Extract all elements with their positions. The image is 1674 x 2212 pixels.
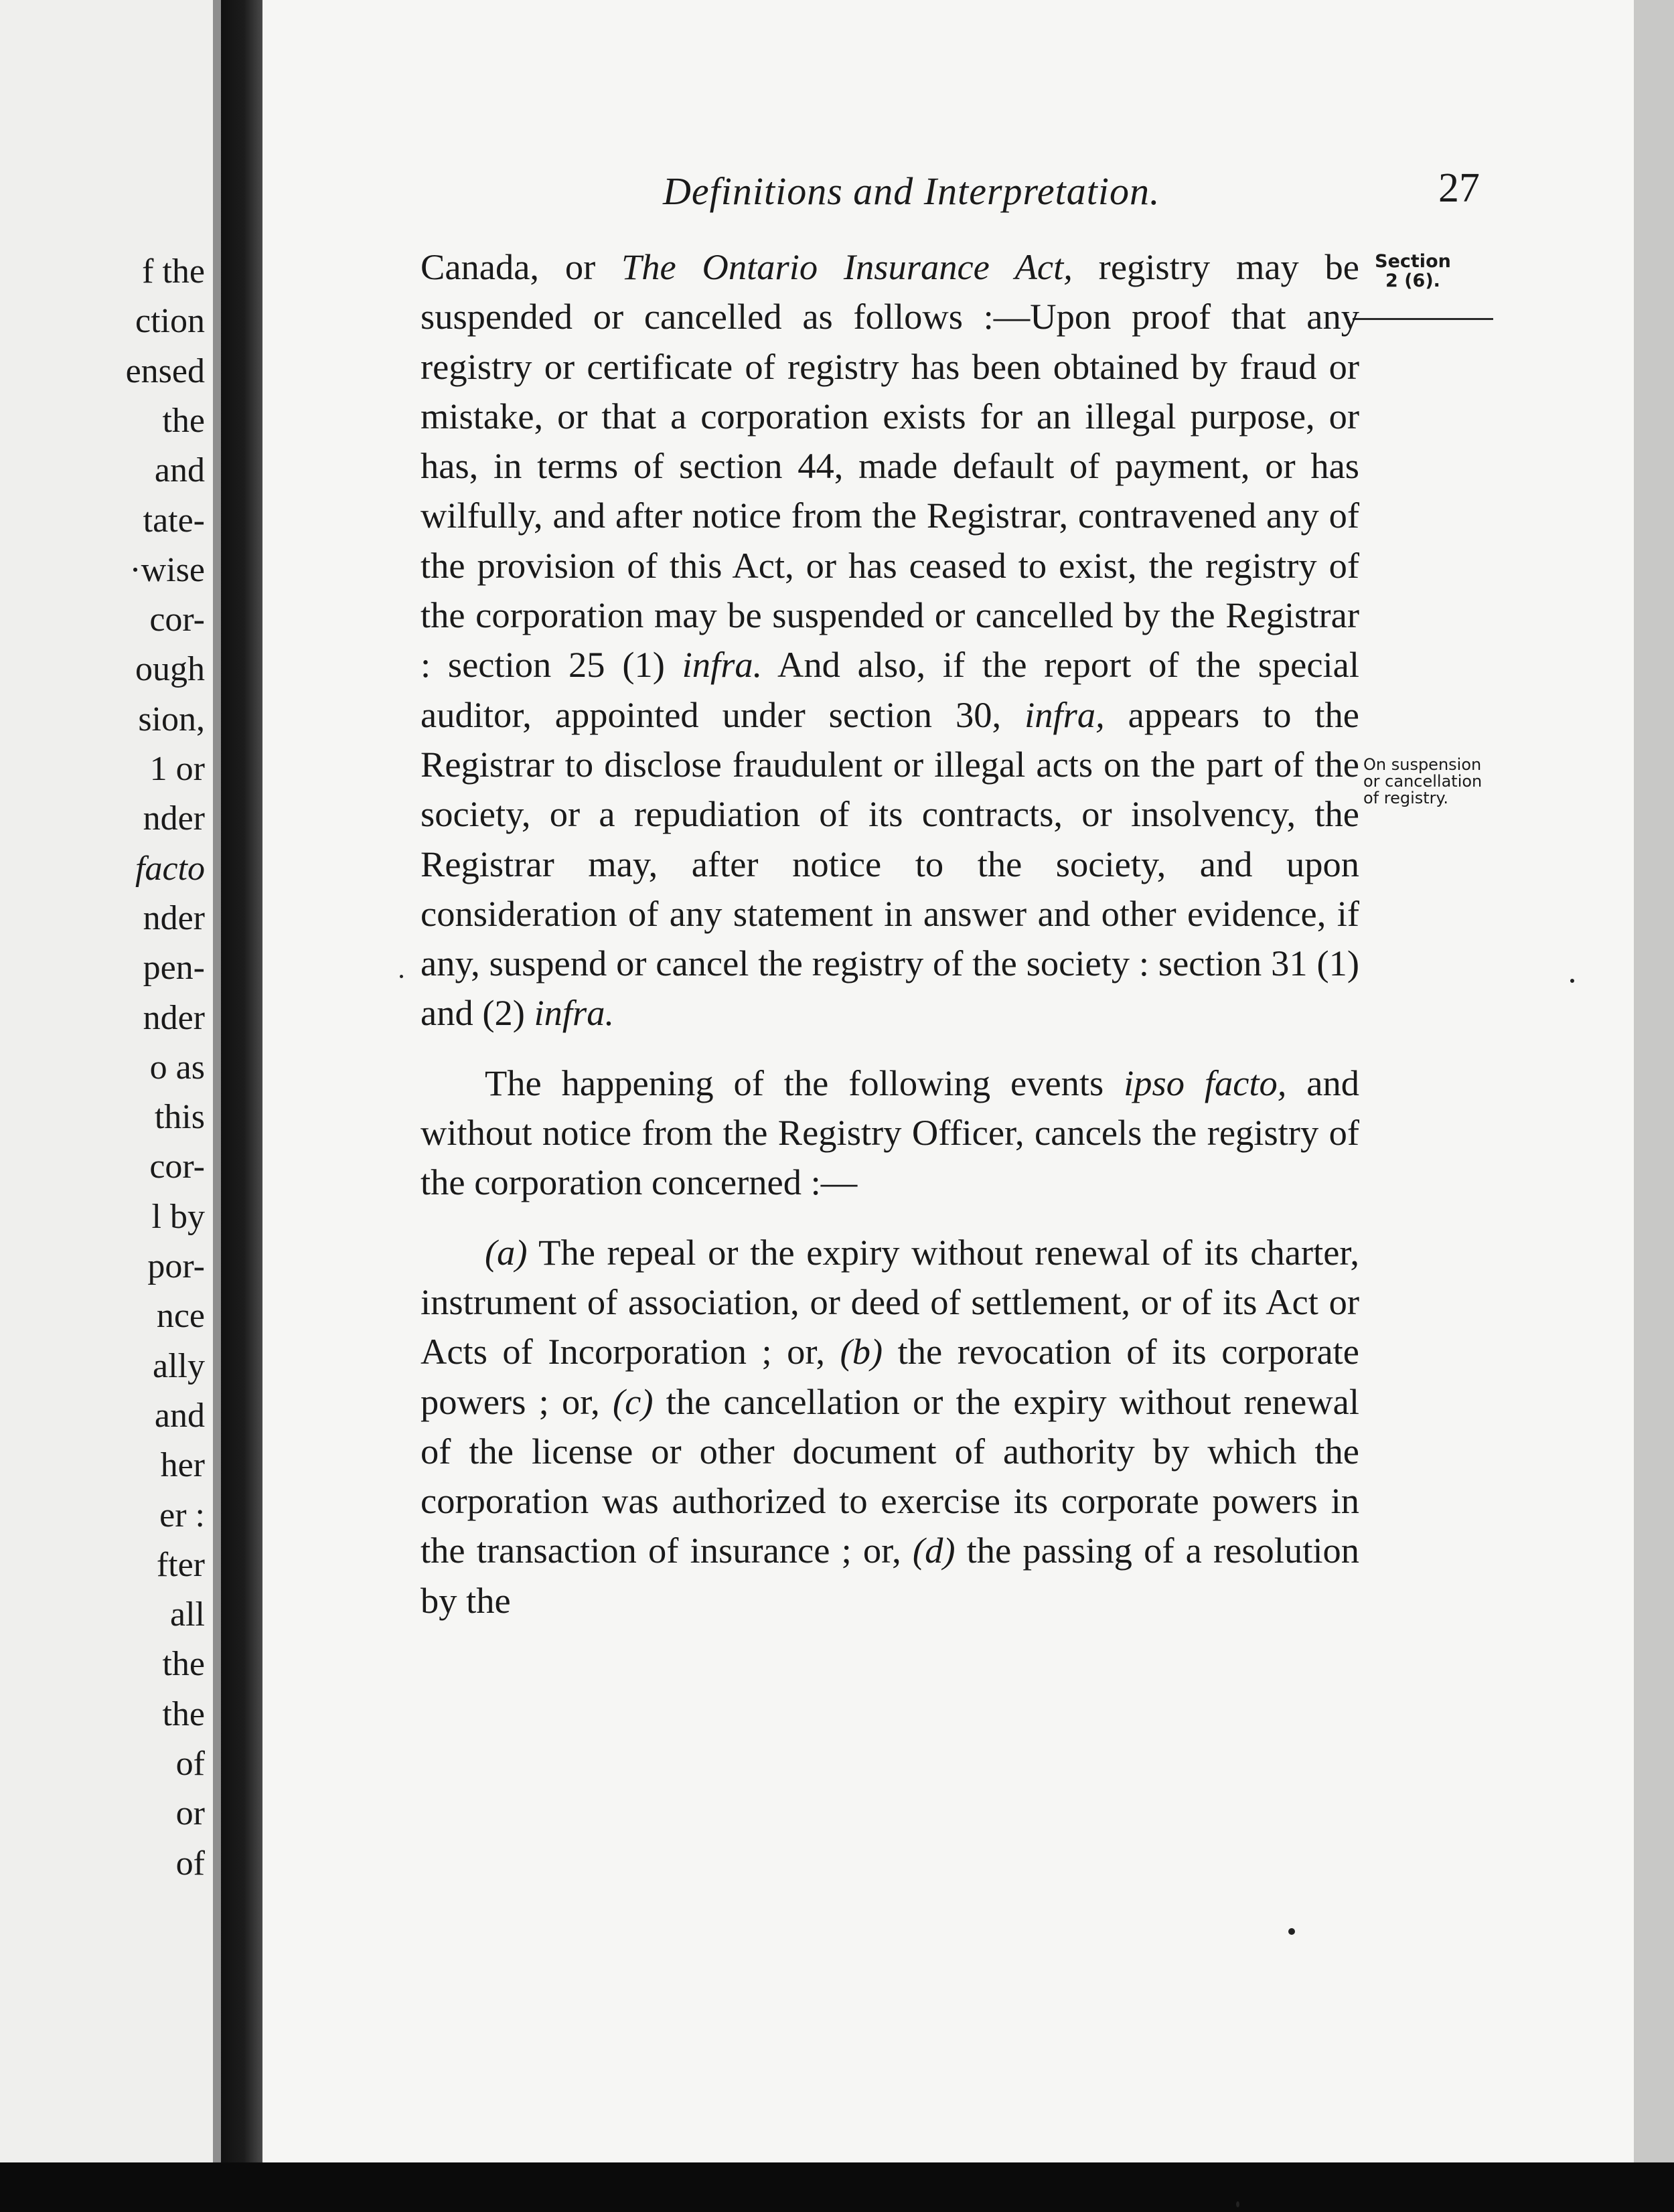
- facing-page-text-fragment: the: [162, 401, 205, 440]
- text-run: the passing of a resolution by the: [421, 1530, 1359, 1621]
- facing-page-text-fragment: all: [170, 1595, 205, 1634]
- italic-run: infra,: [1024, 694, 1105, 735]
- facing-page-text-fragment: of: [175, 1844, 205, 1883]
- facing-page-text-fragment: sion,: [138, 700, 205, 738]
- facing-page-text-fragment: ·wise: [129, 550, 205, 589]
- body-paragraph: [421, 1228, 1359, 1626]
- italic-run: (c): [613, 1380, 654, 1422]
- gutter-edge: [213, 0, 221, 2162]
- margin-note-suspension: On suspension or cancellation of registry.: [1363, 755, 1482, 807]
- facing-page-fragment: [0, 0, 213, 2162]
- text-run: appears to the Registrar to disclose fraudulent or illegal acts on the part of the society, or a repudiation of its contracts, or insolvency, the Registrar may, after notice to the society, and upon consideration of any statement in answer and other evidence, if any, suspend or cancel the registry of the society : section 31 (1) and (2): [421, 694, 1359, 1034]
- facing-page-text-fragment: tate-: [143, 501, 205, 540]
- text-run: and without notice from the Registry Officer, cancels the registry of the corporation concerned :—: [421, 1062, 1359, 1203]
- facing-page-text-fragment: f the: [142, 252, 205, 291]
- facing-page-text-fragment: this: [154, 1098, 205, 1137]
- italic-run: (b): [840, 1331, 883, 1372]
- body-paragraph: [421, 1058, 1359, 1208]
- facing-page-text-fragment: cor-: [149, 1148, 205, 1186]
- facing-page-text-fragment: the: [162, 1645, 205, 1684]
- facing-page-text-fragment: nce: [156, 1297, 205, 1336]
- text-run: registry may be suspended or cancelled as follows :—Upon proof that any registry or certificate of registry has been obtained by fraud or mistake, or that a corporation exists for an illegal purpose, or has, in terms of section 44, made default of payment, or has wilfully, and after notice from the Registrar, contravened any of the provision of this Act, or has ceased to exist, the registry of the corporation may be suspended or cancelled by the Registrar : section 25 (1): [421, 246, 1359, 686]
- margin-note-section: Section 2 (6).: [1375, 251, 1451, 291]
- facing-page-text-fragment: ally: [153, 1346, 205, 1385]
- text-run: The repeal or the expiry without renewal of its charter, instrument of association, or deed of settlement, or of its Act or Acts of Incorporation ; or,: [421, 1231, 1359, 1372]
- body-text: [421, 242, 1359, 1626]
- facing-page-text-fragment: l by: [151, 1197, 205, 1236]
- facing-page-text-fragment: ough: [135, 650, 205, 689]
- running-header: Definitions and Interpretation.: [663, 169, 1160, 213]
- facing-page-text-fragment: and: [154, 451, 205, 490]
- page-edge: [1634, 0, 1674, 2162]
- facing-page-text-fragment: nder: [143, 898, 205, 937]
- body-paragraph: [421, 242, 1359, 1038]
- scan-speck: [1288, 1928, 1295, 1935]
- facing-page-text-fragment: er :: [159, 1496, 205, 1534]
- facing-page-text-fragment: nder: [143, 799, 205, 838]
- facing-page-text-fragment: and: [154, 1396, 205, 1435]
- facing-page-text-fragment: nder: [143, 998, 205, 1037]
- facing-page-text-fragment: ensed: [125, 351, 205, 390]
- facing-page-text-fragment: ction: [135, 302, 205, 341]
- scan-speck: [400, 975, 403, 978]
- facing-page-text-fragment: the: [162, 1694, 205, 1733]
- facing-page-text-fragment: pen-: [143, 949, 205, 988]
- facing-page-text-fragment: facto: [135, 849, 205, 888]
- italic-run: ipso facto,: [1124, 1062, 1287, 1103]
- margin-note-rule: [1353, 318, 1493, 320]
- scan-speck: [1236, 2201, 1239, 2207]
- text-run: Canada, or: [421, 246, 621, 287]
- scan-speck: [1570, 979, 1574, 983]
- facing-page-text-fragment: her: [160, 1446, 205, 1485]
- text-run: The happening of the following events: [485, 1062, 1124, 1103]
- facing-page-text-fragment: fter: [156, 1545, 205, 1584]
- facing-page-text-fragment: por-: [147, 1247, 205, 1285]
- italic-run: infra.: [534, 992, 615, 1034]
- text-run: the revocation of its corporate powers ; or,: [421, 1331, 1359, 1422]
- italic-run: infra.: [682, 644, 763, 686]
- facing-page-text-fragment: 1 or: [149, 750, 205, 788]
- book-gutter: [221, 0, 262, 2162]
- facing-page-text-fragment: of: [175, 1745, 205, 1783]
- italic-run: (a): [485, 1231, 528, 1273]
- text-run: And also, if the report of the special auditor, appointed under section 30,: [421, 644, 1360, 735]
- facing-page-text-fragment: cor-: [149, 601, 205, 639]
- facing-page-text-fragment: o as: [149, 1048, 205, 1087]
- facing-page-text-fragment: or: [175, 1794, 205, 1833]
- text-run: the cancellation or the expiry without renewal of the license or other document of authority by which the corporation was authorized to exercise its corporate powers in the transaction of insurance ; or,: [421, 1380, 1360, 1571]
- page-number: 27: [1438, 165, 1480, 211]
- italic-run: The Ontario Insurance Act,: [621, 246, 1073, 287]
- italic-run: (d): [912, 1530, 956, 1571]
